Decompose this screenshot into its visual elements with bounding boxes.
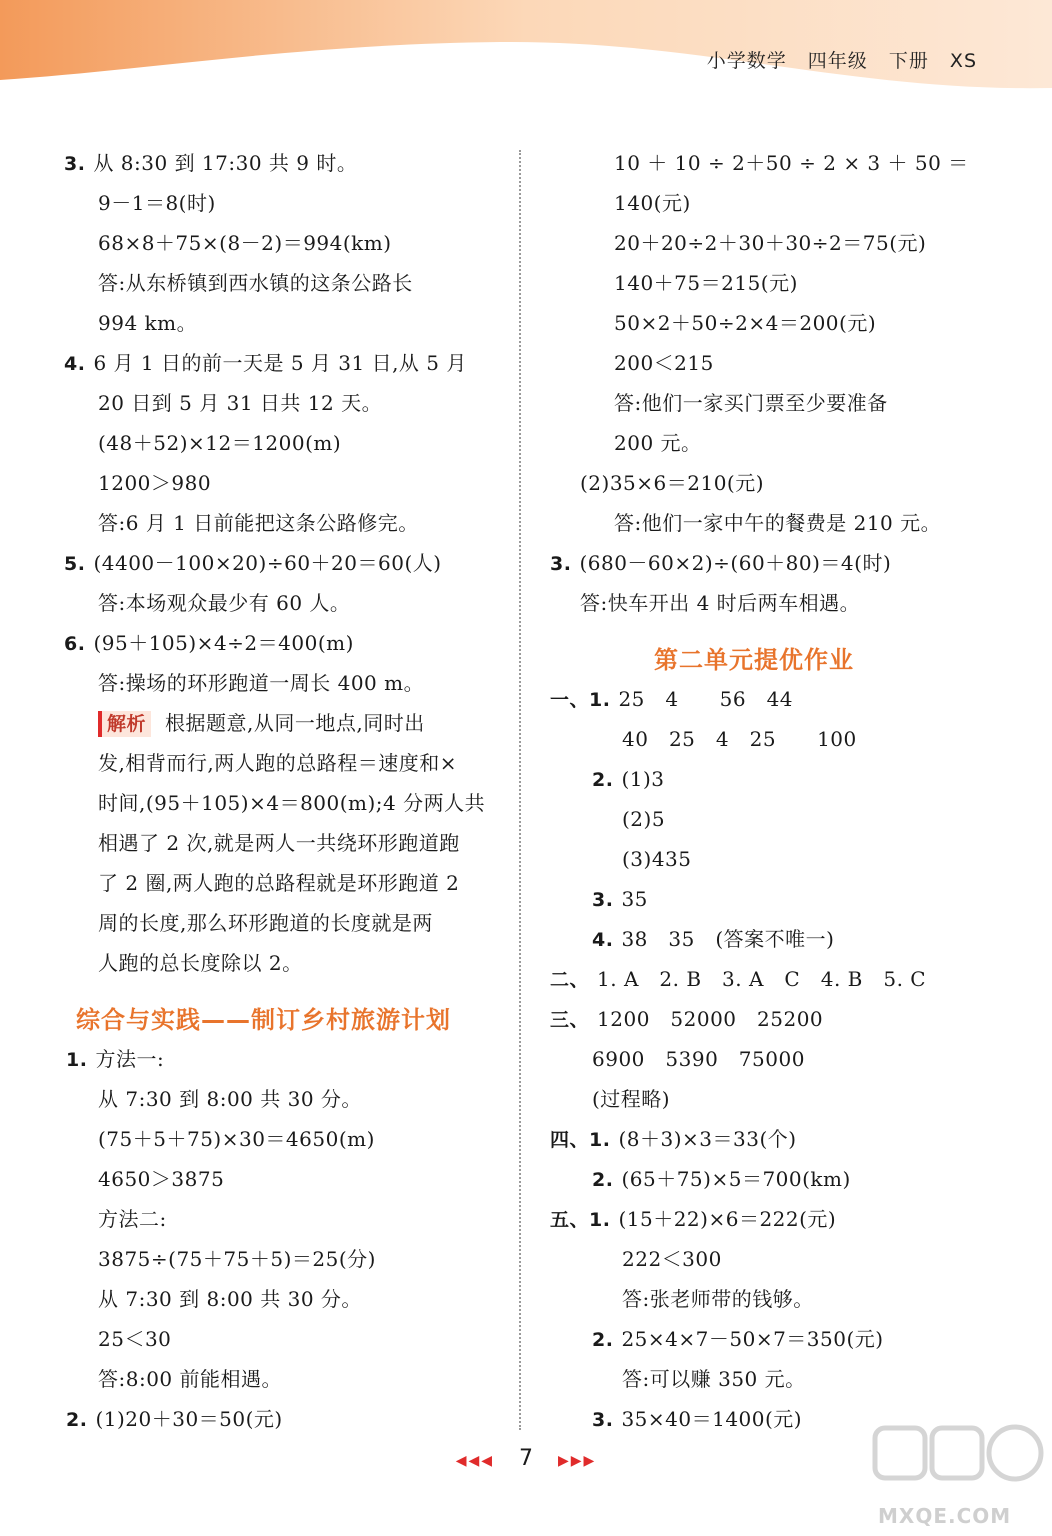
line-text: 50×2＋50÷2×4＝200(元) [614, 311, 877, 335]
header-grade: 四年级 [807, 50, 868, 72]
text-line [98, 830, 460, 856]
line-text: 35 [621, 887, 648, 911]
line-text: 答:他们一家中午的餐费是 210 元。 [614, 511, 942, 535]
text-line [98, 430, 341, 456]
line-text: (3)435 [622, 847, 692, 871]
line-text: 人跑的总长度除以 2。 [98, 951, 303, 975]
line-text: 25 4 56 44 [618, 687, 794, 711]
text-line [98, 190, 216, 216]
text-line [98, 670, 424, 696]
item-number: 三、 [550, 1009, 590, 1031]
text-line [98, 1126, 375, 1152]
line-text: (95＋105)×4÷2＝400(m) [93, 631, 354, 655]
line-text: 答:可以赚 350 元。 [622, 1367, 806, 1391]
line-text: (15＋22)×6＝222(元) [618, 1207, 837, 1231]
line-text: 200 元。 [614, 431, 702, 455]
prev-arrows-icon: ◀◀◀ [455, 1453, 494, 1469]
text-line [66, 1046, 164, 1073]
line-text: 1200＞980 [98, 471, 212, 495]
text-line [614, 510, 941, 536]
text-line [550, 686, 793, 713]
text-line [614, 150, 969, 176]
line-text: (8＋3)×3＝33(个) [618, 1127, 797, 1151]
text-line [550, 1206, 836, 1233]
text-line [614, 270, 798, 296]
line-text: 9－1＝8(时) [98, 191, 216, 215]
text-line [592, 886, 648, 913]
line-text: 3875÷(75＋75＋5)＝25(分) [98, 1247, 376, 1271]
text-line [98, 510, 419, 536]
text-line [64, 350, 467, 377]
text-line [614, 190, 691, 216]
next-arrows-icon: ▶▶▶ [558, 1453, 597, 1469]
column-divider [519, 150, 521, 1430]
line-text: 1. A 2. B 3. A C 4. B 5. C [597, 967, 927, 991]
item-number: 2. [592, 1169, 614, 1191]
item-number: 6. [64, 633, 86, 655]
header-text [693, 46, 977, 73]
line-text: 从 8:30 到 17:30 共 9 时。 [93, 151, 358, 175]
line-text: 发,相背而行,两人跑的总路程＝速度和× [98, 751, 457, 775]
line-text: 25＜30 [98, 1327, 172, 1351]
line-text: 10 ＋ 10 ÷ 2＋50 ÷ 2 × 3 ＋ 50 ＝ [614, 151, 969, 175]
line-text: 25×4×7－50×7＝350(元) [621, 1327, 884, 1351]
line-text: 了 2 圈,两人跑的总路程就是环形跑道 2 [98, 871, 460, 895]
line-text: 4650＞3875 [98, 1167, 225, 1191]
line-text: (48＋52)×12＝1200(m) [98, 431, 342, 455]
item-number: 四、1. [550, 1129, 611, 1151]
line-text: (65＋75)×5＝700(km) [621, 1167, 851, 1191]
line-text: 20＋20÷2＋30＋30÷2＝75(元) [614, 231, 927, 255]
line-text: 答:8:00 前能相遇。 [98, 1367, 283, 1391]
line-text: 方法一: [95, 1047, 165, 1071]
line-text: 答:操场的环形跑道一周长 400 m。 [98, 671, 425, 695]
item-number: 五、1. [550, 1209, 611, 1231]
text-line [98, 1326, 171, 1352]
right-section-title: 第二单元提优作业 [654, 646, 854, 674]
text-line [98, 230, 392, 256]
item-number: 2. [592, 769, 614, 791]
text-line [614, 350, 714, 376]
text-line [592, 1406, 802, 1433]
line-text: 222＜300 [622, 1247, 722, 1271]
text-line [550, 966, 926, 993]
text-line [592, 766, 665, 793]
line-text: (75＋5＋75)×30＝4650(m) [98, 1127, 375, 1151]
line-text: 根据题意,从同一地点,同时出 [165, 711, 425, 735]
line-text: 周的长度,那么环形跑道的长度就是两 [98, 911, 433, 935]
text-line [98, 950, 303, 976]
line-text: (2)35×6＝210(元) [580, 471, 765, 495]
line-text: 时间,(95＋105)×4＝800(m);4 分两人共 [98, 791, 486, 815]
item-number: 3. [550, 553, 572, 575]
line-text: 140(元) [614, 191, 691, 215]
watermark-logo [870, 1420, 1045, 1530]
text-line [98, 1086, 362, 1112]
line-text: 答:6 月 1 日前能把这条公路修完。 [98, 511, 419, 535]
item-number: 二、 [550, 969, 590, 991]
text-line [622, 1286, 814, 1312]
text-line [614, 430, 702, 456]
line-text: 6 月 1 日的前一天是 5 月 31 日,从 5 月 [93, 351, 467, 375]
line-text: 从 7:30 到 8:00 共 30 分。 [98, 1287, 362, 1311]
item-number: 5. [64, 553, 86, 575]
text-line [622, 806, 665, 832]
line-text: 6900 5390 75000 [592, 1047, 805, 1071]
text-line [98, 310, 197, 336]
header-edition: XS [949, 50, 977, 72]
text-line [98, 1366, 282, 1392]
item-number: 4. [64, 353, 86, 375]
text-line [98, 590, 350, 616]
line-text: (1)20＋30＝50(元) [95, 1407, 283, 1431]
line-text: 20 日到 5 月 31 日共 12 天。 [98, 391, 383, 415]
item-number: 3. [64, 153, 86, 175]
text-line [98, 470, 211, 496]
line-text: 答:张老师带的钱够。 [622, 1287, 814, 1311]
text-line [64, 150, 357, 177]
text-line [98, 870, 459, 896]
item-number: 4. [592, 929, 614, 951]
text-line [580, 590, 860, 616]
text-line [580, 470, 764, 496]
text-line [98, 790, 485, 816]
line-text: 140＋75＝215(元) [614, 271, 798, 295]
line-text: (1)3 [621, 767, 665, 791]
item-number: 2. [66, 1409, 88, 1431]
left-section-title: 综合与实践——制订乡村旅游计划 [76, 1006, 451, 1034]
line-text: 答:从东桥镇到西水镇的这条公路长 [98, 271, 413, 295]
text-line [64, 630, 354, 657]
page-number: 7 [519, 1446, 533, 1471]
text-line [592, 926, 834, 953]
line-text: (2)5 [622, 807, 666, 831]
text-line [550, 1006, 823, 1033]
text-line [614, 390, 888, 416]
text-line [550, 1126, 797, 1153]
line-text: 答:快车开出 4 时后两车相遇。 [580, 591, 861, 615]
text-line [614, 310, 876, 336]
text-line [66, 1406, 283, 1433]
header-volume: 下册 [888, 50, 929, 72]
text-line [622, 726, 857, 752]
line-text: 40 25 4 25 100 [622, 727, 857, 751]
line-text: 相遇了 2 次,就是两人一共绕环形跑道跑 [98, 831, 460, 855]
line-text: 35×40＝1400(元) [621, 1407, 803, 1431]
watermark-text: MXQE.COM [878, 1504, 1012, 1528]
text-line [98, 1286, 362, 1312]
text-line [98, 710, 425, 737]
text-line [98, 1246, 376, 1272]
line-text: 38 35 (答案不唯一) [621, 927, 835, 951]
text-line [550, 550, 891, 577]
text-line [614, 230, 926, 256]
line-text: 方法二: [98, 1207, 167, 1231]
text-line [622, 1246, 722, 1272]
line-text: 994 km。 [98, 311, 198, 335]
item-number: 一、1. [550, 689, 611, 711]
header-subject: 小学数学 [706, 50, 787, 72]
analysis-tag: 解析 [98, 711, 151, 737]
text-line [98, 390, 382, 416]
text-line [98, 910, 433, 936]
line-text: 1200 52000 25200 [597, 1007, 824, 1031]
line-text: 答:本场观众最少有 60 人。 [98, 591, 351, 615]
item-number: 1. [66, 1049, 88, 1071]
text-line [98, 1206, 167, 1232]
line-text: (680－60×2)÷(60＋80)＝4(时) [579, 551, 892, 575]
line-text: (4400－100×20)÷60＋20＝60(人) [93, 551, 442, 575]
line-text: 从 7:30 到 8:00 共 30 分。 [98, 1087, 362, 1111]
text-line [622, 1366, 806, 1392]
text-line [592, 1326, 884, 1353]
text-line [98, 270, 413, 296]
item-number: 2. [592, 1329, 614, 1351]
watermark-icon [870, 1420, 1045, 1505]
text-line [592, 1166, 851, 1193]
text-line [98, 750, 457, 776]
line-text: 答:他们一家买门票至少要准备 [614, 391, 888, 415]
line-text: 200＜215 [614, 351, 714, 375]
line-text: 68×8＋75×(8－2)＝994(km) [98, 231, 392, 255]
item-number: 3. [592, 889, 614, 911]
text-line [64, 550, 442, 577]
text-line [592, 1046, 805, 1072]
text-line [592, 1086, 670, 1112]
text-line [622, 846, 692, 872]
line-text: (过程略) [592, 1087, 671, 1111]
item-number: 3. [592, 1409, 614, 1431]
text-line [98, 1166, 224, 1192]
